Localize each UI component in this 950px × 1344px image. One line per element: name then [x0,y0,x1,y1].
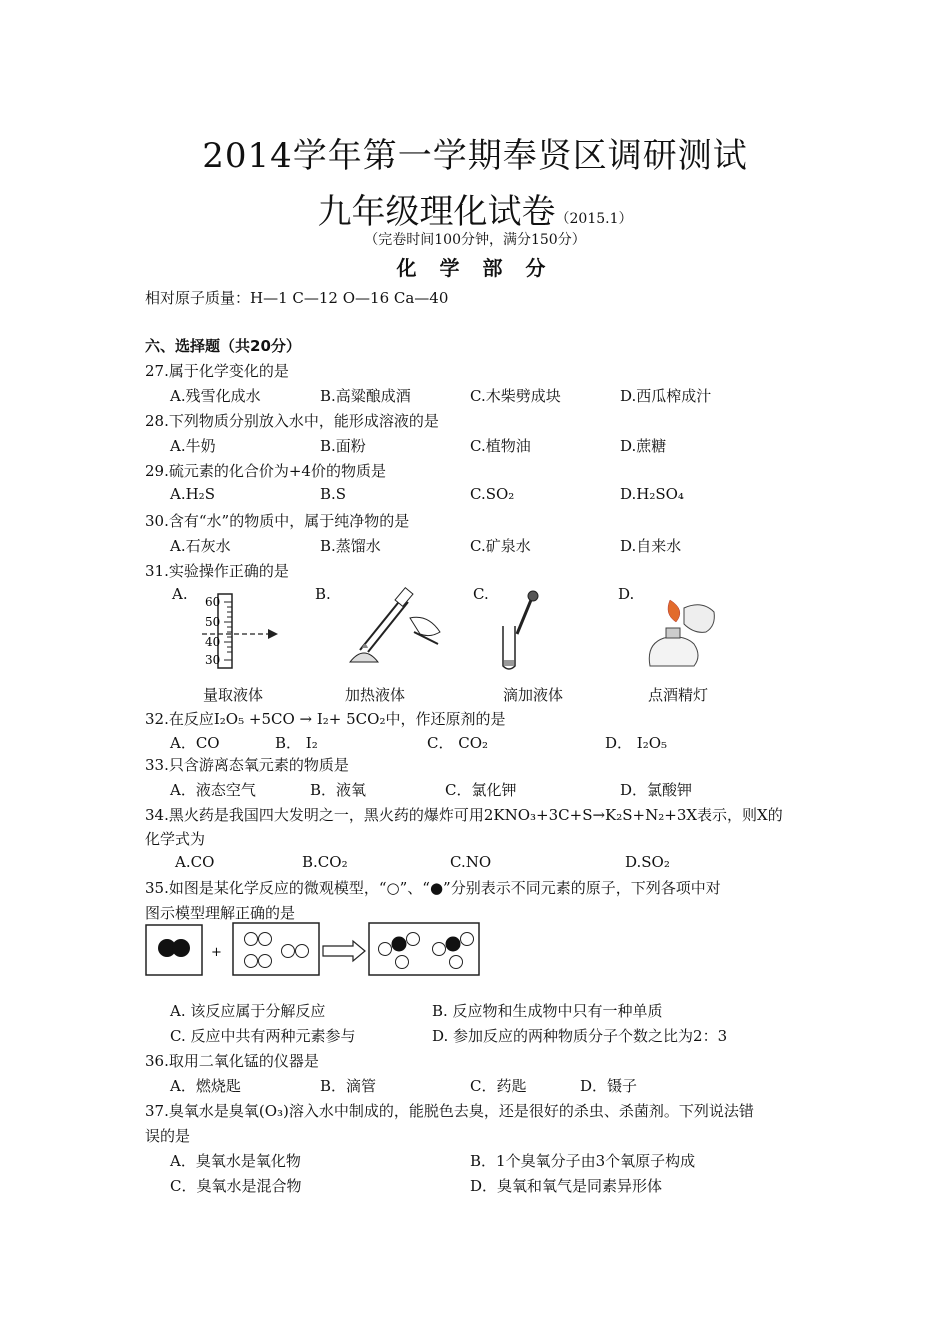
q33-stem: 33.只含游离态氧元素的物质是 [145,756,349,774]
q36-stem: 36.取用二氧化锰的仪器是 [145,1052,319,1070]
q37-option-c: C．臭氧水是混合物 [170,1177,302,1195]
q31-option-c: C. [473,585,489,603]
graduated-cylinder-illustration [190,590,300,670]
q35-option-c: C. 反应中共有两种元素参与 [170,1027,356,1045]
q30-option-b: B.蒸馏水 [320,537,381,555]
black-atom-icon [446,937,461,952]
q28-option-a: A.牛奶 [170,437,216,455]
q33-option-c: C．氯化钾 [445,781,517,799]
q35-option-d: D. 参加反应的两种物质分子个数之比为2：3 [432,1027,728,1045]
q33-option-d: D．氯酸钾 [620,781,693,799]
black-atom-icon [392,937,407,952]
q37-stem-cont: 误的是 [145,1127,191,1145]
q31-option-a: A. [172,585,188,603]
q31-option-d: D. [618,585,635,603]
white-atom-icon [259,933,272,946]
white-atom-icon [245,955,258,968]
q32-option-c: C． CO₂ [427,734,489,752]
white-atom-icon [396,956,409,969]
exam-date: （2015.1） [555,211,633,227]
white-atom-icon [450,956,463,969]
cylinder-tick-30: 30 [205,653,221,667]
q32-option-a: A．CO [170,734,220,752]
white-atom-icon [379,943,392,956]
q37-option-a: A．臭氧水是氧化物 [170,1152,301,1170]
q35-option-a: A. 该反应属于分解反应 [170,1002,326,1020]
q28-option-d: D.蔗糖 [620,437,667,455]
q28-stem: 28.下列物质分别放入水中，能形成溶液的是 [145,412,439,430]
q29-option-c: C.SO₂ [470,485,515,503]
white-atom-icon [245,933,258,946]
white-atom-icon [461,933,474,946]
q34-option-d: D.SO₂ [625,853,670,871]
q34-option-c: C.NO [450,853,492,871]
part-heading: 六、选择题（共20分） [145,337,301,355]
q30-option-d: D.自来水 [620,537,682,555]
q37-option-d: D．臭氧和氧气是同素异形体 [470,1177,663,1195]
white-atom-icon [282,945,295,958]
heating-liquid-illustration [340,590,450,672]
exam-subtitle [0,184,950,233]
atomic-masses: 相对原子质量：H—1 C—12 O—16 Ca—40 [145,289,449,307]
black-atom-icon [172,939,190,957]
white-atom-icon [433,943,446,956]
q33-option-b: B．液氧 [310,781,367,799]
q27-stem: 27.属于化学变化的是 [145,362,289,380]
q36-option-b: B．滴管 [320,1077,377,1095]
q35-stem-cont: 图示模型理解正确的是 [145,904,296,922]
q28-option-b: B.面粉 [320,437,366,455]
q30-option-c: C.矿泉水 [470,537,531,555]
q34-option-a: A.CO [175,853,215,871]
q34-option-b: B.CO₂ [302,853,348,871]
q30-stem: 30.含有“水”的物质中，属于纯净物的是 [145,512,410,530]
exam-info: （完卷时间100分钟，满分150分） [364,232,586,248]
reaction-arrow-icon [323,941,365,961]
q29-option-d: D.H₂SO₄ [620,485,684,503]
q31-stem: 31.实验操作正确的是 [145,562,289,580]
subtitle-text: 九年级理化试卷 [317,192,556,232]
q37-option-b: B．1个臭氧分子由3个氧原子构成 [470,1152,696,1170]
q35-option-b: B. 反应物和生成物中只有一种单质 [432,1002,663,1020]
cylinder-tick-60: 60 [205,595,221,609]
q27-option-a: A.残雪化成水 [170,387,261,405]
q34-stem-cont: 化学式为 [145,830,206,848]
q31-caption-d: 点酒精灯 [648,686,709,704]
q29-stem: 29.硫元素的化合价为+4价的物质是 [145,462,386,480]
q32-option-d: D． I₂O₅ [605,734,668,752]
q29-option-b: B.S [320,485,347,503]
q30-option-a: A.石灰水 [170,537,231,555]
cylinder-tick-40: 40 [205,635,221,649]
q32-stem: 32.在反应I₂O₅ +5CO → I₂+ 5CO₂中，作还原剂的是 [145,710,506,728]
q34-stem: 34.黑火药是我国四大发明之一，黑火药的爆炸可用2KNO₃+3C+S→K₂S+N₂+3X表示，则X的 [145,806,783,824]
cylinder-tick-50: 50 [205,615,221,629]
q33-option-a: A．液态空气 [170,781,256,799]
plus-sign: + [211,945,222,960]
q32-option-b: B． I₂ [275,734,318,752]
eye-icon [268,629,278,639]
q31-caption-c: 滴加液体 [503,686,564,704]
q35-stem: 35.如图是某化学反应的微观模型，“○”、“●”分别表示不同元素的原子，下列各项中对 [145,879,721,897]
reaction-model-diagram [145,922,485,978]
flame-icon [668,600,680,622]
q36-option-d: D．镊子 [580,1077,638,1095]
q28-option-c: C.植物油 [470,437,531,455]
q36-option-a: A．燃烧匙 [170,1077,241,1095]
q31-caption-a: 量取液体 [203,686,264,704]
q37-stem: 37.臭氧水是臭氧(O₃)溶入水中制成的，能脱色去臭，还是很好的杀虫、杀菌剂。下列说法错 [145,1102,754,1120]
section-title: 化 学 部 分 [396,256,554,280]
white-atom-icon [259,955,272,968]
white-atom-icon [296,945,309,958]
exam-title: 2014学年第一学期奉贤区调研测试 [202,136,748,176]
q27-option-c: C.木柴劈成块 [470,387,561,405]
q31-caption-b: 加热液体 [345,686,406,704]
dropper-illustration [495,590,555,672]
q27-option-b: B.高粱酿成酒 [320,387,411,405]
q36-option-c: C．药匙 [470,1077,527,1095]
q27-option-d: D.西瓜榨成汁 [620,387,712,405]
q31-option-b: B. [315,585,331,603]
q29-option-a: A.H₂S [170,485,215,503]
white-atom-icon [407,933,420,946]
alcohol-lamp-illustration [640,588,730,674]
